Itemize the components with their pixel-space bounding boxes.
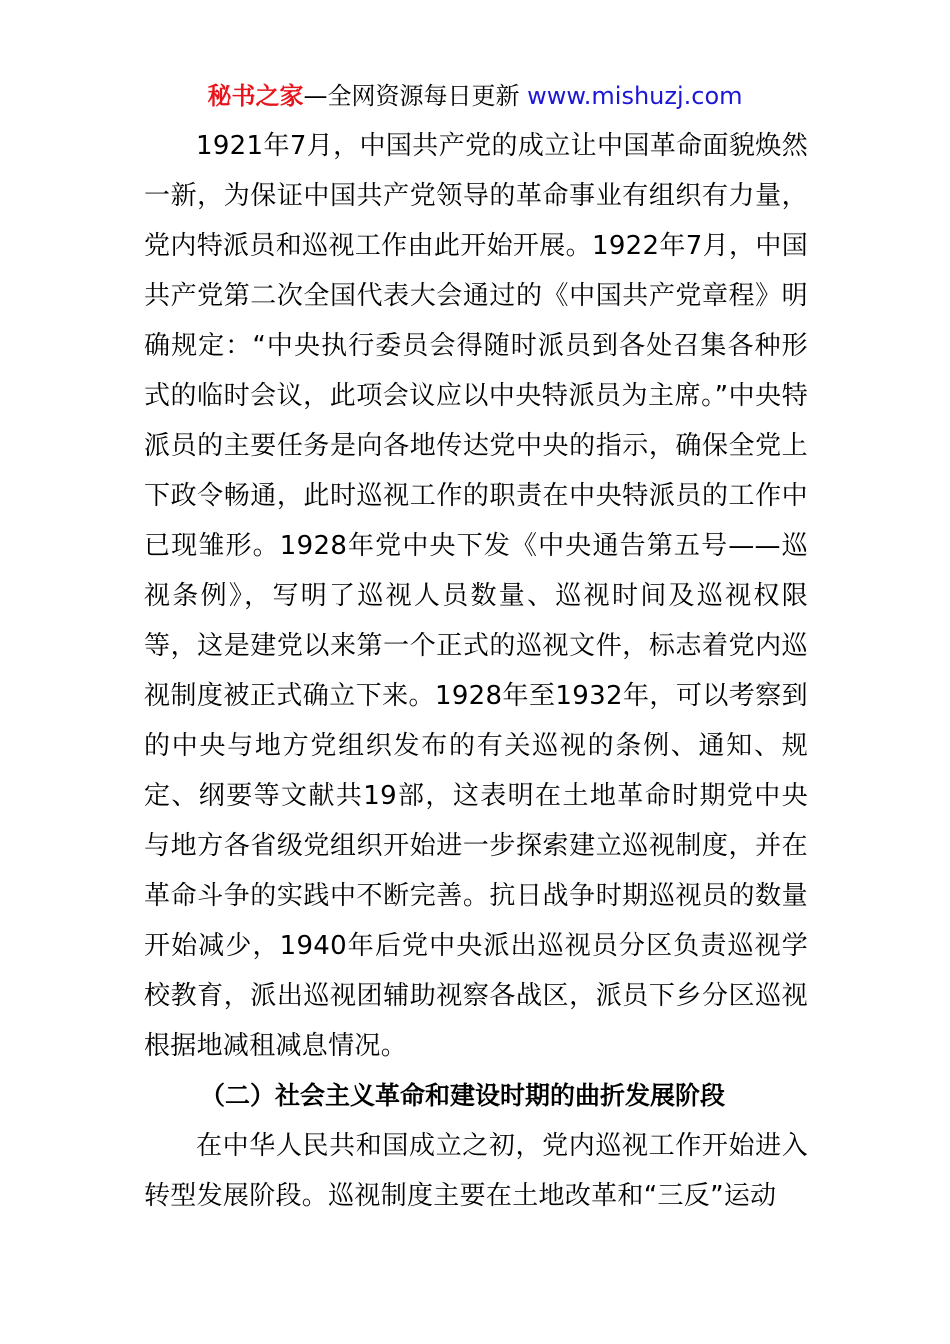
brand-name: 秘书之家 (207, 82, 304, 110)
paragraph-inspection-history: 1921年7月，中国共产党的成立让中国革命面貌焕然一新，为保证中国共产党领导的革命事业有组织有力量，党内特派员和巡视工作由此开始开展。1922年7月，中国共产党第二次全国代表大会通过的《中国共产党章程》明确规定：“中央执行委员会得随时派员到各处召集各种形式的临时会议，此项会议应以中央特派员为主席。”中央特派员的主要任务是向各地传达党中央的指示，确保全党上下政令畅通，此时巡视工作的职责在中央特派员的工作中已现雏形。1928年党中央下发《中央通告第五号——巡视条例》，写明了巡视人员数量、巡视时间及巡视权限等，这是建党以来第一个正式的巡视文件，标志着党内巡视制度被正式确立下来。1928年至1932年，可以考察到的中央与地方党组织发布的有关巡视的条例、通知、规定、纲要等文献共19部，这表明在土地革命时期党中央与地方各省级党组织开始进一步探索建立巡视制度，并在革命斗争的实践中不断完善。抗日战争时期巡视员的数量开始减少，1940年后党中央派出巡视员分区负责巡视学校教育，派出巡视团辅助视察各战区，派员下乡分区巡视根据地减租减息情况。 (144, 131, 808, 1061)
paragraph-prc-founding: 在中华人民共和国成立之初，党内巡视工作开始进入转型发展阶段。巡视制度主要在土地改革和“三反”运动 (144, 1131, 808, 1211)
page-header (0, 80, 950, 112)
website-link[interactable]: www.mishuzj.com (527, 82, 743, 110)
document-body (144, 121, 808, 1221)
section-heading: （二）社会主义革命和建设时期的曲折发展阶段 (200, 1081, 726, 1110)
header-tagline: —全网资源每日更新 (303, 82, 520, 110)
